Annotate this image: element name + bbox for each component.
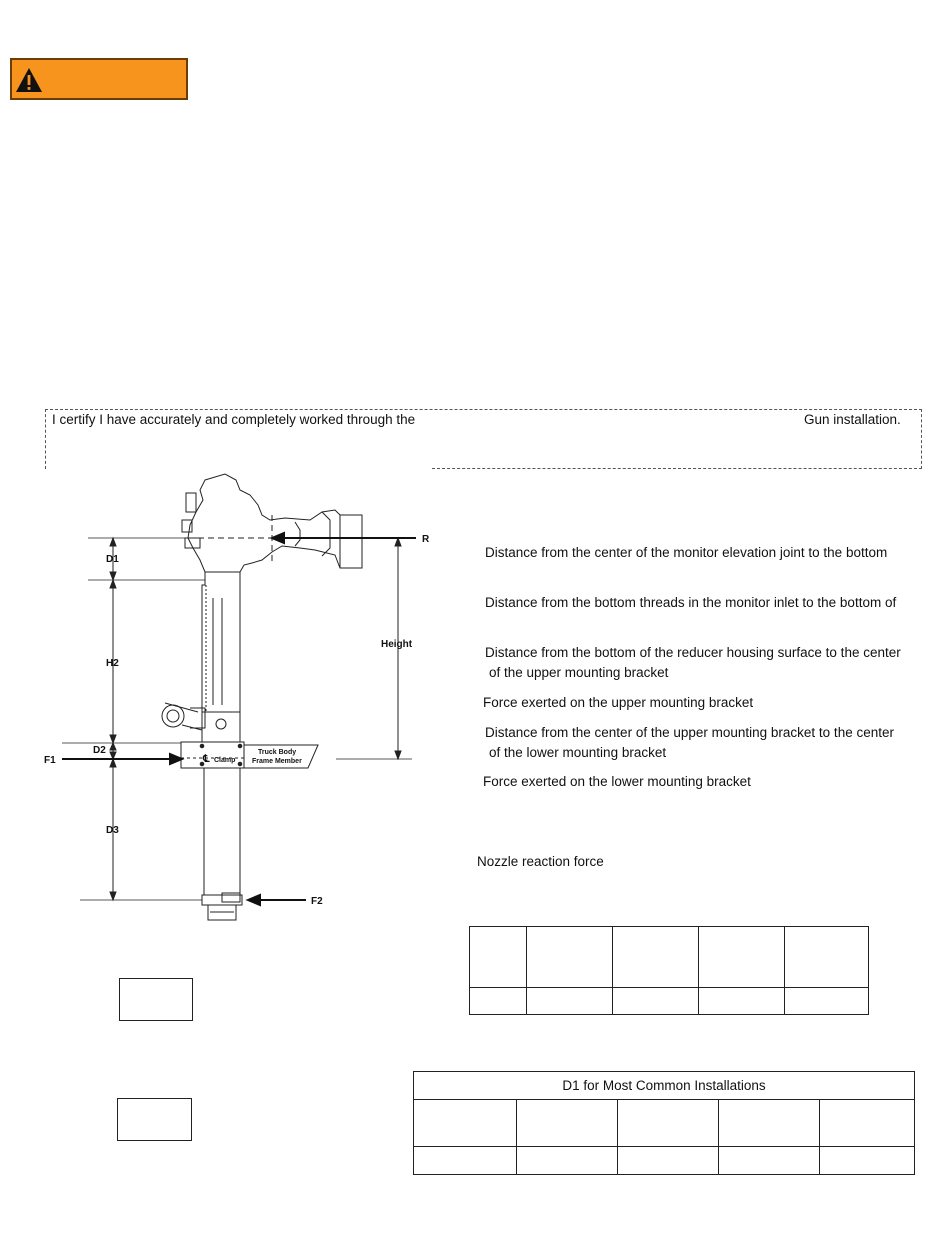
- legend-item-f2: Force exerted on the lower mounting bracket: [483, 774, 751, 789]
- table-cell[interactable]: [527, 927, 613, 988]
- label-f2: F2: [311, 896, 323, 907]
- table-row: [470, 988, 869, 1015]
- label-truck-body-2: Frame Member: [252, 758, 302, 765]
- legend-item-d3: Distance from the center of the upper mounting bracket to the center of the lower mounting bracket: [485, 725, 894, 760]
- table-cell[interactable]: [517, 1147, 618, 1175]
- values-table: [469, 926, 869, 1015]
- table-cell[interactable]: [820, 1147, 915, 1175]
- table-cell[interactable]: [470, 988, 527, 1015]
- d1-table-title: D1 for Most Common Installations: [414, 1072, 915, 1100]
- centerline-symbol: ℄: [203, 754, 210, 765]
- table-cell[interactable]: [719, 1147, 820, 1175]
- table-cell[interactable]: [719, 1100, 820, 1147]
- label-height: Height: [381, 639, 413, 650]
- table-cell[interactable]: [613, 988, 699, 1015]
- warning-banner: [10, 58, 188, 100]
- table-cell[interactable]: [414, 1100, 517, 1147]
- table-cell[interactable]: [785, 988, 869, 1015]
- entry-box-2[interactable]: [117, 1098, 192, 1141]
- certification-box-bottom-line: [432, 468, 922, 469]
- installation-diagram: [0, 470, 460, 940]
- table-cell[interactable]: [470, 927, 527, 988]
- warning-triangle-icon: [14, 66, 44, 94]
- table-cell[interactable]: [527, 988, 613, 1015]
- legend-item-d1: Distance from the center of the monitor elevation joint to the bottom: [485, 545, 888, 560]
- table-cell[interactable]: [820, 1100, 915, 1147]
- table-row: [470, 927, 869, 988]
- table-row: [414, 1100, 915, 1147]
- certification-text-suffix: Gun installation.: [804, 412, 901, 427]
- table-cell[interactable]: [618, 1100, 719, 1147]
- label-r: R: [422, 534, 430, 545]
- legend-item-f1: Force exerted on the upper mounting bracket: [483, 695, 754, 710]
- label-clamp: Clamp: [214, 757, 236, 764]
- certification-text-prefix: I certify I have accurately and completely worked through the: [52, 412, 416, 427]
- table-row: [414, 1072, 915, 1100]
- table-cell[interactable]: [699, 988, 785, 1015]
- label-d2: D2: [93, 745, 106, 756]
- label-d3: D3: [106, 825, 119, 836]
- label-h2: H2: [106, 658, 119, 669]
- entry-box-1[interactable]: [119, 978, 193, 1021]
- label-f1: F1: [44, 755, 56, 766]
- label-d1: D1: [106, 554, 119, 565]
- d1-table: [413, 1071, 915, 1175]
- legend-item-h2: Distance from the bottom threads in the monitor inlet to the bottom of: [485, 595, 897, 610]
- table-cell[interactable]: [699, 927, 785, 988]
- table-cell[interactable]: [414, 1147, 517, 1175]
- table-cell[interactable]: [613, 927, 699, 988]
- label-truck-body-1: Truck Body: [258, 749, 297, 756]
- table-row: [414, 1147, 915, 1175]
- table-cell[interactable]: [785, 927, 869, 988]
- legend-item-r: Nozzle reaction force: [477, 854, 604, 869]
- legend-item-d2: Distance from the bottom of the reducer housing surface to the center of the upper mounting bracket: [485, 645, 901, 680]
- table-cell[interactable]: [618, 1147, 719, 1175]
- table-cell[interactable]: [517, 1100, 618, 1147]
